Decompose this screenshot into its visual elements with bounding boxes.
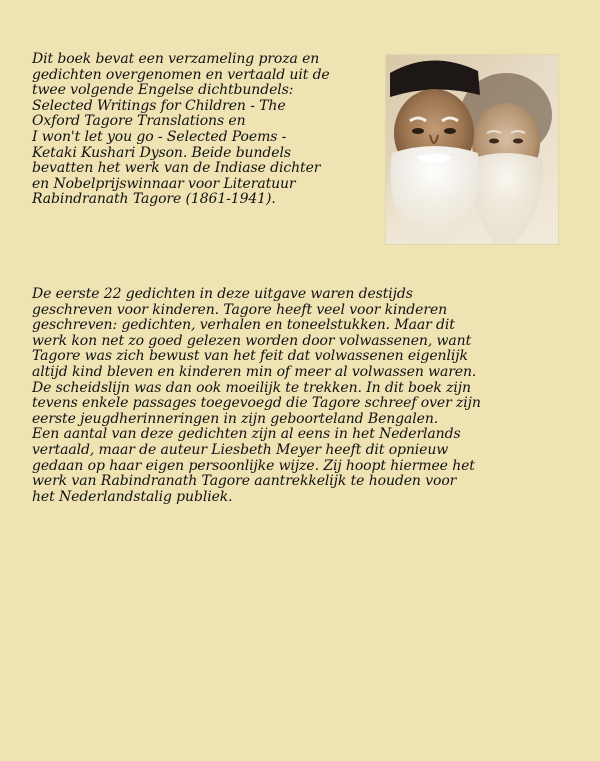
intro-paragraph bbox=[32, 52, 382, 208]
body-line: De eerste 22 gedichten in deze uitgave waren destijds bbox=[32, 286, 413, 302]
body-line: vertaald, maar de auteur Liesbeth Meyer heeft dit opnieuw bbox=[32, 441, 449, 458]
intro-line: I won't let you go - Selected Poems - bbox=[32, 128, 287, 145]
body-line: Tagore was zich bewust van het feit dat volwassenen eigenlijk bbox=[32, 348, 468, 365]
tagore-portrait-photo bbox=[386, 55, 558, 244]
intro-line: Selected Writings for Children - The bbox=[32, 97, 286, 114]
body-line: tevens enkele passages toegevoegd die Tagore schreef over zijn bbox=[32, 395, 481, 412]
body-line: De scheidslijn was dan ook moeilijk te trekken. In dit boek zijn bbox=[32, 379, 471, 396]
body-line: Een aantal van deze gedichten zijn al eens in het Nederlands bbox=[32, 426, 461, 443]
body-line: eerste jeugdherinneringen in zijn geboorteland Bengalen. bbox=[32, 410, 439, 427]
intro-line: Dit boek bevat een verzameling proza en bbox=[32, 51, 320, 67]
intro-line: twee volgende Engelse dichtbundels: bbox=[32, 82, 294, 99]
body-line: geschreven: gedichten, verhalen en toneelstukken. Maar dit bbox=[32, 317, 455, 334]
intro-line: gedichten overgenomen en vertaald uit de bbox=[32, 66, 330, 83]
intro-line: en Nobelprijswinnaar voor Literatuur bbox=[32, 175, 296, 192]
intro-line: bevatten het werk van de Indiase dichter bbox=[32, 160, 321, 177]
intro-line: Ketaki Kushari Dyson. Beide bundels bbox=[32, 144, 291, 161]
body-line: geschreven voor kinderen. Tagore heeft veel voor kinderen bbox=[32, 301, 448, 318]
intro-line: Oxford Tagore Translations en bbox=[32, 113, 246, 130]
body-line: gedaan op haar eigen persoonlijke wijze. Zij hoopt hiermee het bbox=[32, 457, 475, 474]
body-line: het Nederlandstalig publiek. bbox=[32, 488, 233, 505]
intro-line: Rabindranath Tagore (1861-1941). bbox=[32, 191, 276, 208]
body-line: werk van Rabindranath Tagore aantrekkelijk te houden voor bbox=[32, 473, 457, 490]
body-paragraph bbox=[32, 287, 577, 505]
body-line: altijd kind bleven en kinderen min of meer al volwassen waren. bbox=[32, 363, 477, 380]
body-line: werk kon net zo goed gelezen worden door volwassenen, want bbox=[32, 332, 472, 349]
